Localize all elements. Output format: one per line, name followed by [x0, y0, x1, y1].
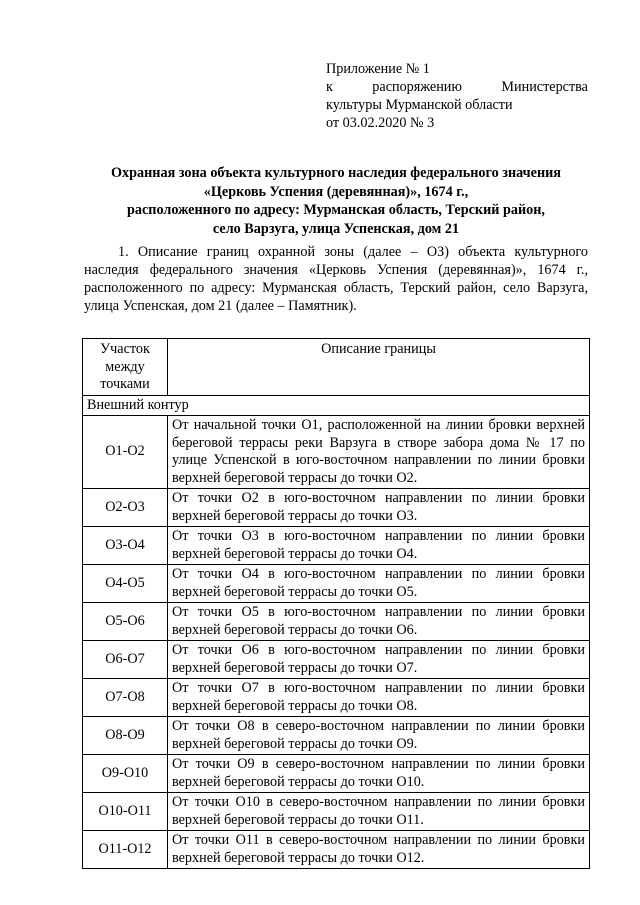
segment-cell: О6-О7	[83, 641, 168, 679]
table-row	[83, 489, 590, 527]
description-cell: От точки О4 в юго-восточном направлении по линии бровки верхней береговой террасы до точки О5.	[168, 565, 590, 603]
description-cell: От точки О6 в юго-восточном направлении по линии бровки верхней береговой террасы до точки О7.	[168, 641, 590, 679]
segment-header: Участок между точками	[83, 339, 168, 396]
segment-cell: О8-О9	[83, 717, 168, 755]
table-row	[83, 755, 590, 793]
segment-cell: О5-О6	[83, 603, 168, 641]
description-cell: От точки О5 в юго-восточном направлении по линии бровки верхней береговой террасы до точки О6.	[168, 603, 590, 641]
table-row	[83, 527, 590, 565]
table-row	[83, 831, 590, 869]
table-row	[83, 793, 590, 831]
description-cell: От точки О3 в юго-восточном направлении по линии бровки верхней береговой террасы до точки О4.	[168, 527, 590, 565]
description-paragraph: 1. Описание границ охранной зоны (далее – ОЗ) объекта культурного наследия федерального значения «Церковь Успения (деревянная)», 1674 г., расположенного по адресу: Мурманская область, Терский район, село Варзуга, улица Успенская, дом 21 (далее – Памятник).	[84, 244, 588, 314]
table-row	[83, 679, 590, 717]
segment-cell: О7-О8	[83, 679, 168, 717]
contour-label: Внешний контур	[83, 395, 590, 416]
boundary-table	[82, 338, 590, 869]
segment-cell: О1-О2	[83, 416, 168, 489]
appendix-date: от 03.02.2020 № 3	[326, 115, 435, 131]
appendix-number: Приложение № 1	[326, 61, 430, 77]
appendix-ministry: культуры Мурманской области	[326, 97, 513, 113]
description-cell: От точки О11 в северо-восточном направлении по линии бровки верхней береговой террасы до точки О12.	[168, 831, 590, 869]
description-cell: От начальной точки О1, расположенной на линии бровки верхней береговой террасы реки Варзуга в створе забора дома № 17 по улице Успенской в юго-восточном направлении по линии бровки верхней береговой террасы до точки О2.	[168, 416, 590, 489]
table-row	[83, 416, 590, 489]
table-row	[83, 641, 590, 679]
appendix-block	[326, 60, 588, 132]
appendix-word: Министерства	[501, 79, 588, 95]
title-line: Охранная зона объекта культурного наследия федерального значения	[111, 165, 561, 181]
table-row	[83, 603, 590, 641]
description-cell: От точки О8 в северо-восточном направлении по линии бровки верхней береговой террасы до точки О9.	[168, 717, 590, 755]
segment-cell: О4-О5	[83, 565, 168, 603]
title-line: «Церковь Успения (деревянная)», 1674 г.,	[203, 183, 469, 200]
segment-cell: О2-О3	[83, 489, 168, 527]
description-header: Описание границы	[168, 339, 590, 396]
segment-cell: О10-О11	[83, 793, 168, 831]
description-cell: От точки О9 в северо-восточном направлении по линии бровки верхней береговой террасы до точки О10.	[168, 755, 590, 793]
description-cell: От точки О10 в северо-восточном направлении по линии бровки верхней береговой террасы до точки О11.	[168, 793, 590, 831]
segment-cell: О9-О10	[83, 755, 168, 793]
table-row	[83, 717, 590, 755]
appendix-order-line	[326, 78, 588, 96]
title-line: расположенного по адресу: Мурманская область, Терский район,	[127, 202, 545, 218]
description-cell: От точки О2 в юго-восточном направлении по линии бровки верхней береговой террасы до точки О3.	[168, 489, 590, 527]
appendix-word: к	[326, 79, 333, 95]
document-title	[84, 164, 588, 238]
title-line: село Варзуга, улица Успенская, дом 21	[212, 220, 460, 237]
contour-row	[83, 395, 590, 416]
description-cell: От точки О7 в юго-восточном направлении по линии бровки верхней береговой террасы до точки О8.	[168, 679, 590, 717]
segment-cell: О3-О4	[83, 527, 168, 565]
table-header-row	[83, 339, 590, 396]
appendix-word: распоряжению	[372, 79, 462, 95]
table-row	[83, 565, 590, 603]
segment-cell: О11-О12	[83, 831, 168, 869]
